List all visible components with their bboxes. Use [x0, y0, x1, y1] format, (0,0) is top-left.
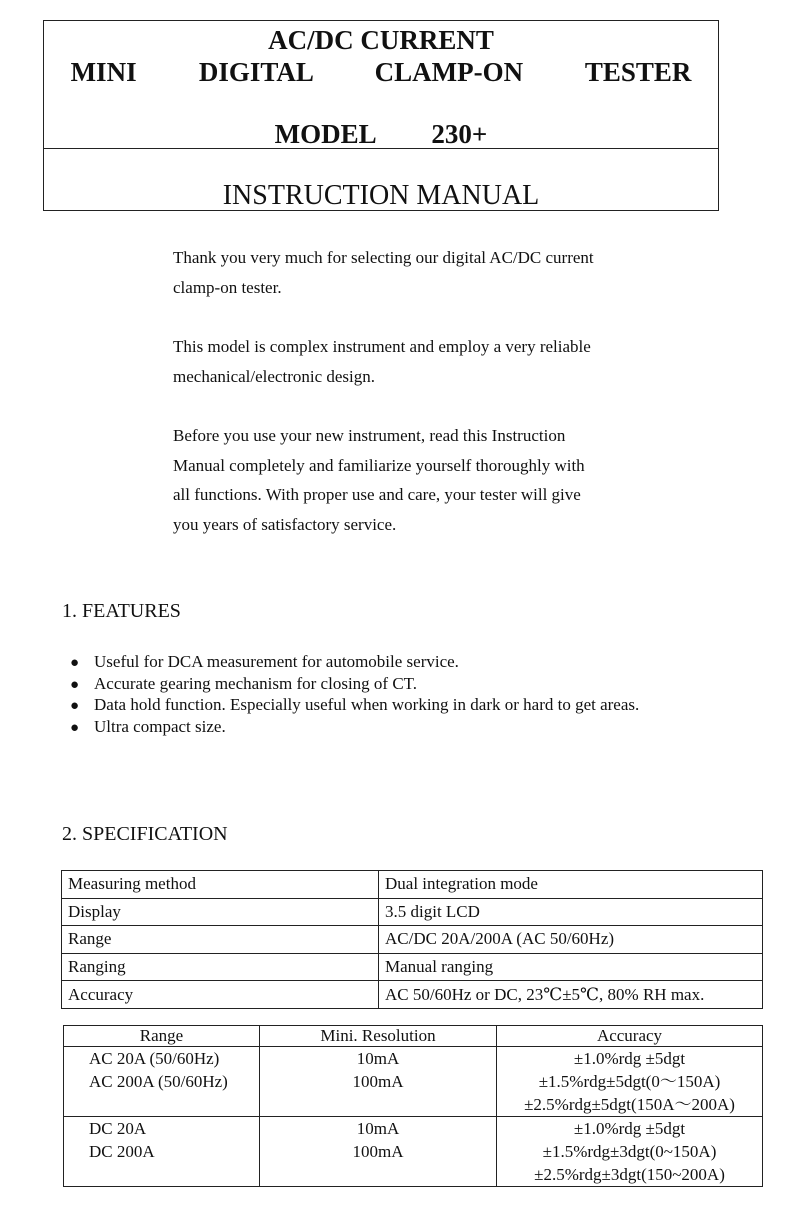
feature-text: Accurate gearing mechanism for closing of CT. [94, 673, 418, 693]
spec-value: Manual ranging [379, 953, 763, 981]
range-cell: DC 20A [64, 1117, 260, 1141]
intro-line: Thank you very much for selecting our digital AC/DC current [173, 248, 594, 267]
intro-paragraph-2 [173, 332, 693, 391]
table-row [62, 871, 763, 899]
bullet-icon: ● [70, 698, 80, 714]
specification-heading: 2. SPECIFICATION [62, 823, 228, 845]
bullet-icon: ● [70, 655, 80, 671]
features-heading: 1. FEATURES [62, 600, 181, 622]
range-cell: DC 200A [64, 1140, 260, 1187]
feature-text: Useful for DCA measurement for automobile service. [94, 652, 459, 671]
spec-value: AC/DC 20A/200A (AC 50/60Hz) [379, 926, 763, 954]
title-divider [44, 148, 718, 149]
accuracy-line: ±2.5%rdg±3dgt(150~200A) [534, 1165, 725, 1184]
resolution-cell: 100mA [260, 1070, 497, 1117]
table-row [62, 981, 763, 1009]
intro-paragraph-1 [173, 243, 693, 302]
accuracy-cell [497, 1117, 763, 1141]
feature-text: Ultra compact size. [94, 716, 226, 736]
spec-value: Dual integration mode [379, 871, 763, 899]
intro-line: This model is complex instrument and employ a very reliable [173, 337, 591, 356]
specification-table [61, 870, 763, 1009]
header-resolution: Mini. Resolution [260, 1026, 497, 1047]
resolution-cell: 10mA [260, 1047, 497, 1071]
header-accuracy: Accuracy [497, 1026, 763, 1047]
intro-line: clamp-on tester. [173, 277, 282, 297]
feature-item [70, 716, 639, 738]
feature-item [70, 651, 639, 673]
intro-line: Before you use your new instrument, read this Instruction [173, 426, 566, 445]
intro-line: you years of satisfactory service. [173, 514, 397, 534]
feature-item [70, 694, 639, 716]
table-row [62, 953, 763, 981]
accuracy-cell [497, 1047, 763, 1071]
table-row [64, 1047, 763, 1071]
spec-label: Ranging [62, 953, 379, 981]
table-row [62, 926, 763, 954]
spec-label: Range [62, 926, 379, 954]
intro-line: all functions. With proper use and care, your tester will give [173, 485, 581, 505]
feature-text: Data hold function. Especially useful when working in dark or hard to get areas. [94, 695, 640, 714]
resolution-cell: 100mA [260, 1140, 497, 1187]
intro-line: Manual completely and familiarize yourself thoroughly with [173, 455, 585, 475]
table-row [62, 898, 763, 926]
accuracy-line: ±1.5%rdg±5dgt(0～150A) [538, 1072, 721, 1091]
title-line-product-name: MINI DIGITAL CLAMP-ON TESTER [70, 57, 692, 87]
intro-paragraph-3 [173, 421, 693, 539]
accuracy-cell [497, 1140, 763, 1187]
spec-value: AC 50/60Hz or DC, 23℃±5℃, 80% RH max. [379, 981, 763, 1009]
range-cell: AC 200A (50/60Hz) [64, 1070, 260, 1117]
table-row [64, 1117, 763, 1141]
document-title: INSTRUCTION MANUAL [222, 180, 540, 211]
header-range: Range [64, 1026, 260, 1047]
intro-line: mechanical/electronic design. [173, 366, 376, 386]
title-box [43, 20, 719, 211]
spec-value: 3.5 digit LCD [379, 898, 763, 926]
resolution-cell: 10mA [260, 1117, 497, 1141]
accuracy-line: ±1.5%rdg±3dgt(0~150A) [542, 1142, 717, 1161]
bullet-icon: ● [70, 676, 80, 693]
table-header-row [64, 1026, 763, 1047]
title-line-model: MODEL 230+ [274, 119, 488, 149]
table-row [64, 1070, 763, 1117]
accuracy-line: ±2.5%rdg±5dgt(150A～200A) [524, 1095, 735, 1114]
bullet-icon: ● [70, 719, 80, 736]
spec-label: Measuring method [62, 871, 379, 899]
features-list [70, 651, 639, 737]
accuracy-line: ±1.0%rdg ±5dgt [573, 1119, 686, 1138]
accuracy-cell [497, 1070, 763, 1117]
table-row [64, 1140, 763, 1187]
spec-label: Accuracy [62, 981, 379, 1009]
range-table [63, 1025, 763, 1187]
spec-label: Display [62, 898, 379, 926]
accuracy-line: ±1.0%rdg ±5dgt [573, 1049, 686, 1068]
title-line-product-type: AC/DC CURRENT [268, 25, 494, 55]
range-cell: AC 20A (50/60Hz) [64, 1047, 260, 1071]
feature-item [70, 673, 639, 695]
